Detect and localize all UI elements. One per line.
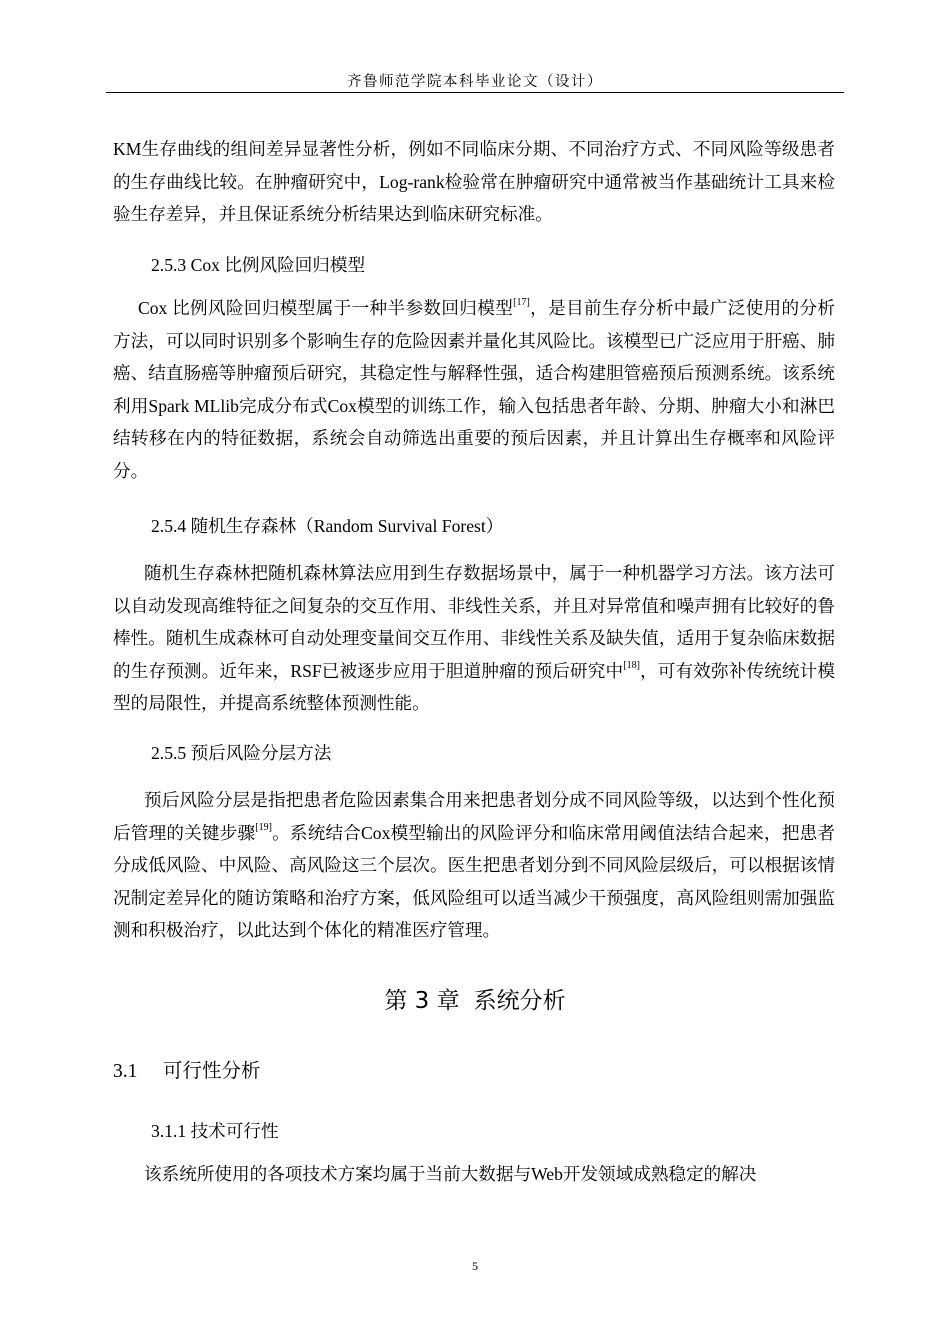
paragraph-text: ，是目前生存分析中最广泛使用的分析方法，可以同时识别多个影响生存的危险因素并量化其风险比。该模型已广泛应用于肝癌、肺癌、结直肠癌等肿瘤预后研究，其稳定性与解释性强，适合构建胆管癌预后预测系统。该系统利用Spark MLlib完成分布式Cox模型的训练工作，输入包括患者年龄、分期、肿瘤大小和淋巴结转移在内的特征数据，系统会自动筛选出重要的预后因素，并且计算出生存概率和风险评分。: [113, 298, 835, 481]
paragraph-text: ，可有效弥补传统统计模型的局限性，并提高系统整体预测性能。: [113, 660, 835, 714]
section-title: 可行性分析: [163, 1059, 261, 1082]
paragraph-technical-feasibility: 该系统所使用的各项技术方案均属于当前大数据与Web开发领域成熟稳定的解决: [144, 1164, 757, 1184]
section-heading-3-1: [113, 1055, 261, 1083]
chapter-number: 第 3 章: [384, 988, 460, 1014]
citation-ref-19: [19]: [255, 821, 272, 833]
paragraph-risk-stratification: [113, 784, 835, 947]
subsection-heading-2-5-4: 2.5.4 随机生存森林（Random Survival Forest）: [151, 516, 504, 536]
subsection-heading-3-1-1: 3.1.1 技术可行性: [151, 1121, 279, 1141]
page-number: 5: [472, 1259, 478, 1273]
running-header: 齐鲁师范学院本科毕业论文（设计）: [347, 74, 603, 90]
paragraph-random-survival-forest: [113, 557, 835, 720]
paragraph-text: Cox 比例风险回归模型属于一种半参数回归模型: [138, 298, 514, 318]
subsection-heading-2-5-5: 2.5.5 预后风险分层方法: [151, 743, 332, 763]
paragraph-text: 随机生存森林把随机森林算法应用到生存数据场景中，属于一种机器学习方法。该方法可以自动发现高维特征之间复杂的交互作用、非线性关系，并且对异常值和噪声拥有比较好的鲁棒性。随机生成森林可自动处理变量间交互作用、非线性关系及缺失值，适用于复杂临床数据的生存预测。近年来，RSF已被逐步应用于胆道肿瘤的预后研究中: [113, 563, 835, 681]
paragraph-cox-model: [113, 292, 835, 488]
section-number: 3.1: [113, 1061, 138, 1082]
chapter-title: 系统分析: [473, 988, 566, 1014]
paragraph-km-analysis: KM生存曲线的组间差异显著性分析，例如不同临床分期、不同治疗方式、不同风险等级患者的生存曲线比较。在肿瘤研究中，Log-rank检验常在肿瘤研究中通常被当作基础统计工具来检验生存差异，并且保证系统分析结果达到临床研究标准。: [113, 139, 835, 225]
paragraph-text: 。系统结合Cox模型输出的风险评分和临床常用阈值法结合起来，把患者分成低风险、中风险、高风险这三个层次。医生把患者划分到不同风险层级后，可以根据该情况制定差异化的随访策略和治疗方案，低风险组可以适当减少干预强度，高风险组则需加强监测和积极治疗，以此达到个体化的精准医疗管理。: [113, 822, 835, 941]
subsection-heading-2-5-3: 2.5.3 Cox 比例风险回归模型: [151, 255, 366, 275]
chapter-heading: [0, 982, 950, 1015]
header-rule: [106, 92, 844, 93]
paragraph-text: 预后风险分层是指把患者危险因素集合用来把患者划分成不同风险等级，以达到个性化预后管理的关键步骤: [113, 790, 835, 843]
citation-ref-18: [18]: [623, 659, 640, 671]
citation-ref-17: [17]: [513, 297, 530, 308]
